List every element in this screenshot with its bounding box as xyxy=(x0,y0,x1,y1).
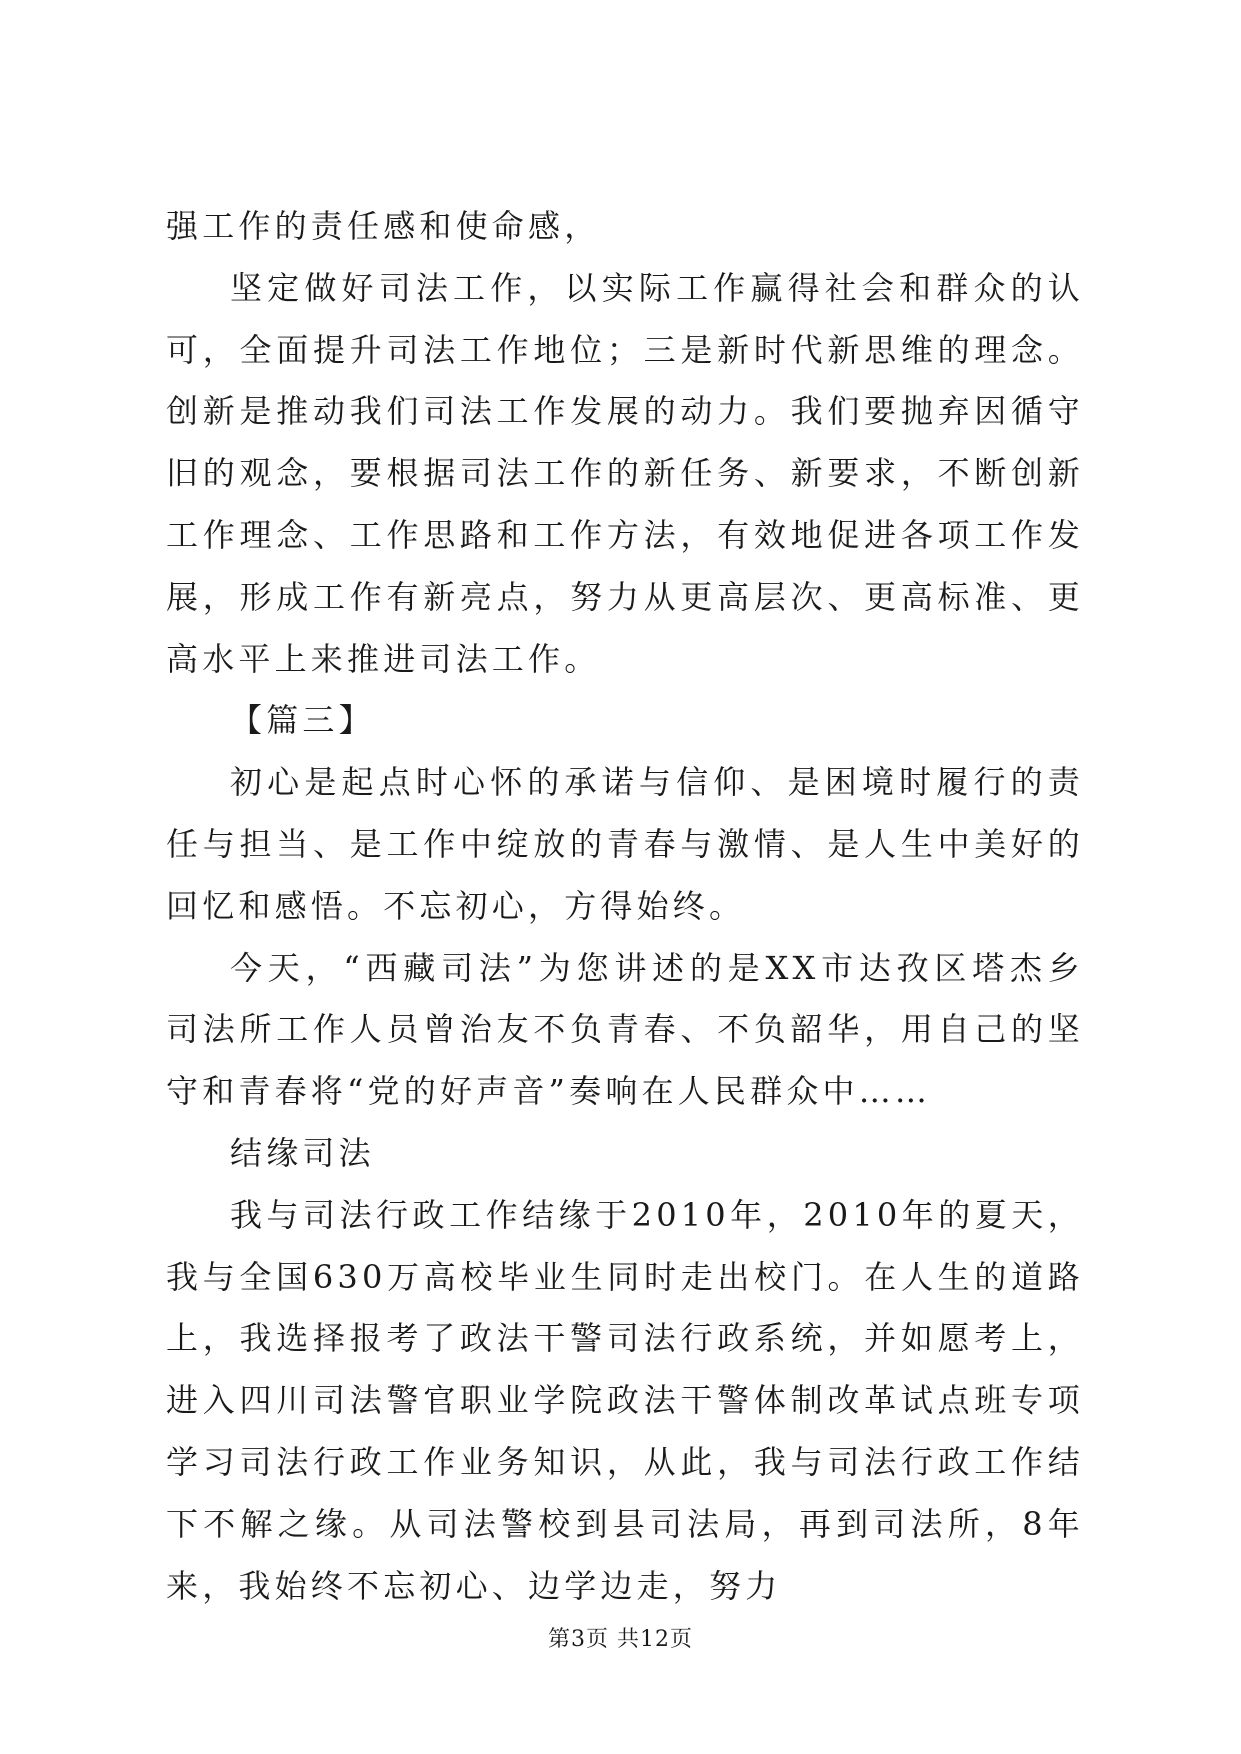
paragraph-original-intention: 初心是起点时心怀的承诺与信仰、是困境时履行的责任与担当、是工作中绽放的青春与激情、是人生中美好的回忆和感悟。不忘初心，方得始终。 xyxy=(166,763,1084,925)
subheading-judicial-bond: 结缘司法 xyxy=(230,1133,375,1172)
paragraph-introduction: 今天，“西藏司法”为您讲述的是XX市达孜区塔杰乡司法所工作人员曾治友不负青春、不负韶华，用自己的坚守和青春将“党的好声音”奏响在人民群众中…… xyxy=(166,948,1084,1111)
paragraph-judicial-work: 坚定做好司法工作，以实际工作赢得社会和群众的认可，全面提升司法工作地位；三是新时代新思维的理念。创新是推动我们司法工作发展的动力。我们要抛弃因循守旧的观念，要根据司法工作的新任务、新要求，不断创新工作理念、工作思路和工作方法，有效地促进各项工作发展，形成工作有新亮点，努力从更高层次、更高标准、更高水平上来推进司法工作。 xyxy=(166,268,1084,678)
section-heading-part-three: 【篇三】 xyxy=(230,701,375,740)
paragraph-continuation: 强工作的责任感和使命感， xyxy=(166,207,601,245)
document-body xyxy=(166,196,1084,1617)
paragraph-personal-story: 我与司法行政工作结缘于2010年，2010年的夏天，我与全国630万高校毕业生同时走出校门。在人生的道路上，我选择报考了政法干警司法行政系统，并如愿考上，进入四川司法警官职业学院政法干警体制改革试点班专项学习司法行政工作业务知识，从此，我与司法行政工作结下不解之缘。从司法警校到县司法局，再到司法所，8年来，我始终不忘初心、边学边走，努力 xyxy=(166,1195,1084,1605)
page-footer: 第3页 共12页 xyxy=(548,1627,693,1652)
